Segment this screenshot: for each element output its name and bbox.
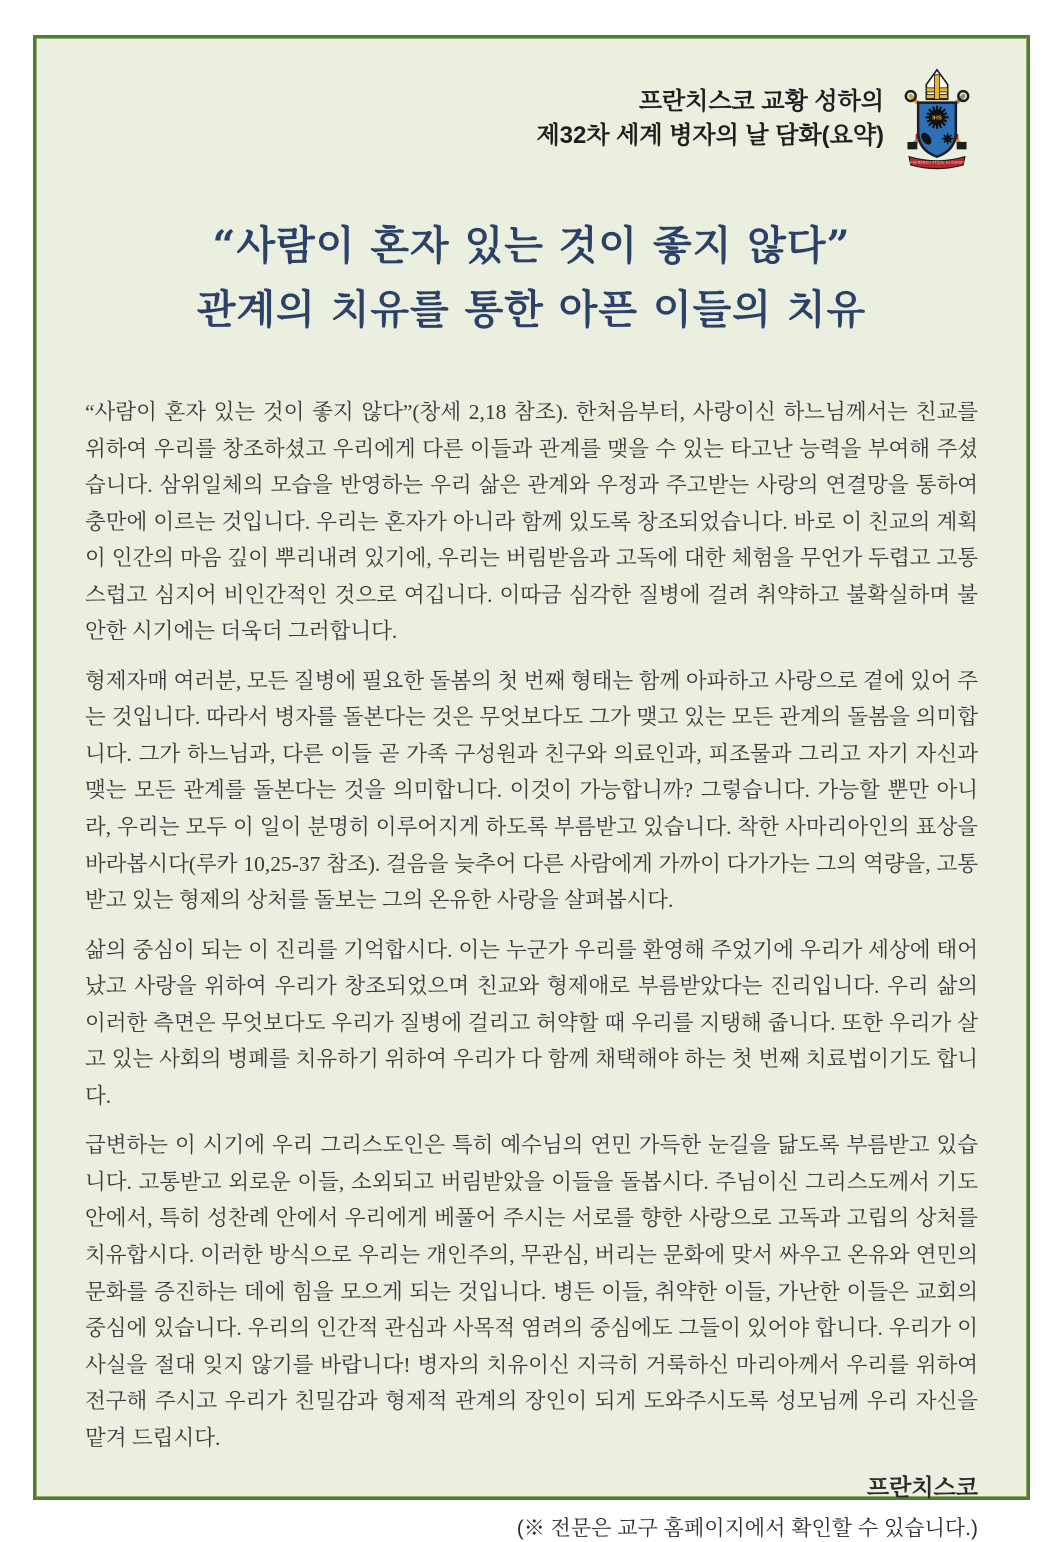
ihs-sun [926,106,949,129]
header-text [536,85,884,153]
page-frame [33,35,1030,1541]
header [85,68,978,170]
doc-title-line-1: “사람이 혼자 있는 것이 좋지 않다” [212,222,851,269]
footnote: (※ 전문은 교구 홈페이지에서 확인할 수 있습니다.) [516,1517,978,1541]
header-line-2: 제32차 세계 병자의 날 담화(요약) [536,122,884,149]
doc-body [85,394,978,1456]
shield [918,103,956,157]
svg-text:MISERANDO ATQUE ELIGENDO: MISERANDO ATQUE ELIGENDO [908,160,966,165]
papal-coat-of-arms-icon [896,68,978,170]
doc-title-line-2: 관계의 치유를 통한 아픈 이들의 치유 [196,286,867,333]
doc-title [85,214,978,342]
body-paragraph: 삶의 중심이 되는 이 진리를 기억합시다. 이는 누군가 우리를 환영해 주었기에 우리가 세상에 태어났고 사랑을 위하여 우리가 창조되었으며 친교와 형제애로 부름받았다는 진리입니다. 우리 삶의 이러한 측면은 무엇보다도 우리가 질병에 걸리고 허약할 때 우리를 지탱해 줍니다. 또한 우리가 살고 있는 사회의 병폐를 치유하기 위하여 우리가 다 함께 채택해야 하는 첫 번째 치료법이기도 합니다. [85,937,978,1108]
body-paragraph: 급변하는 이 시기에 우리 그리스도인은 특히 예수님의 연민 가득한 눈길을 닮도록 부름받고 있습니다. 고통받고 외로운 이들, 소외되고 버림받았을 이들을 돌봅시다. 주님이신 그리스도께서 기도 안에서, 특히 성찬례 안에서 우리에게 베풀어 주시는 서로를 향한 사랑으로 고독과 고립의 상처를 치유합시다. 이러한 방식으로 우리는 개인주의, 무관심, 버리는 문화에 맞서 싸우고 온유와 연민의 문화를 증진하는 데에 힘을 모으게 되는 것입니다. 병든 이들, 취약한 이들, 가난한 이들은 교회의 중심에 있습니다. 우리의 인간적 관심과 사목적 염려의 중심에도 그들이 있어야 합니다. 우리가 이 사실을 절대 잊지 않기를 바랍니다! 병자의 치유이신 지극히 거룩하신 마리아께서 우리를 위하여 전구해 주시고 우리가 친밀감과 형제적 관계의 장인이 되게 도와주시도록 성모님께 우리 자신을 맡겨 드립시다. [85,1133,978,1450]
header-line-1: 프란치스코 교황 성하의 [638,87,884,115]
svg-text:IHS: IHS [932,115,942,122]
body-paragraph: 형제자매 여러분, 모든 질병에 필요한 돌봄의 첫 번째 형태는 함께 아파하고 사랑으로 곁에 있어 주는 것입니다. 따라서 병자를 돌본다는 것은 무엇보다도 그가 맺고 있는 모든 관계의 돌봄을 의미합니다. 그가 하느님과, 다른 이들 곧 가족 구성원과 친구와 의료인과, 피조물과 그리고 자기 자신과 맺는 모든 관계를 돌본다는 것을 의미합니다. 이것이 가능합니까? 그렇습니다. 가능할 뿐만 아니라, 우리는 모두 이 일이 분명히 이루어지게 하도록 부름받고 있습니다. 착한 사마리아인의 표상을 바라봅시다(루카 10,25-37 참조). 걸음을 늦추어 다른 사람에게 가까이 다가가는 그의 역량을, 고통받고 있는 형제의 상처를 돌보는 그의 온유한 사랑을 살펴봅시다. [85,668,978,913]
signature: 프란치스코 [866,1474,978,1501]
mitre [926,70,947,100]
body-paragraph: “사람이 혼자 있는 것이 좋지 않다”(창세 2,18 참조). 한처음부터, 사랑이신 하느님께서는 친교를 위하여 우리를 창조하셨고 우리에게 다른 이들과 관계를 맺을 수 있는 타고난 능력을 부여해 주셨습니다. 삼위일체의 모습을 반영하는 우리 삶은 관계와 우정과 주고받는 사랑의 연결망을 통하여 충만에 이르는 것입니다. 우리는 혼자가 아니라 함께 있도록 창조되었습니다. 바로 이 친교의 계획이 인간의 마음 깊이 뿌리내려 있기에, 우리는 버림받음과 고독에 대한 체험을 무언가 두렵고 고통스럽고 심지어 비인간적인 것으로 여깁니다. 이따금 심각한 질병에 걸려 취약하고 불확실하며 불안한 시기에는 더욱더 그러합니다. [85,400,978,644]
motto-banner [908,157,965,169]
